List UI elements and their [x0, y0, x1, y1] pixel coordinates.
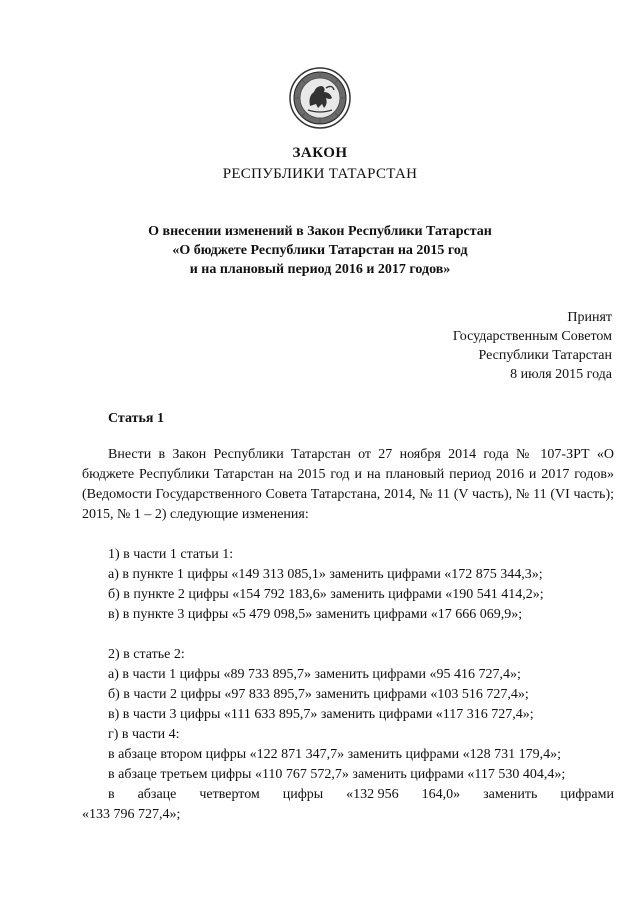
word: абзаце	[137, 787, 177, 802]
word: 164,0»	[421, 787, 461, 802]
amendment-item: в абзаце третьем цифры «110 767 572,7» заменить цифрами «117 530 404,4»;	[108, 767, 566, 782]
article-heading: Статья 1	[108, 411, 164, 426]
amendment-item: в) в части 3 цифры «111 633 895,7» заменить цифрами «117 316 727,4»;	[108, 707, 534, 722]
amendment-item: а) в части 1 цифры «89 733 895,7» заменить цифрами «95 416 727,4»;	[108, 667, 521, 682]
adoption-date: 8 июля 2015 года	[510, 367, 612, 382]
law-title: ЗАКОН	[292, 145, 348, 161]
amendment-item: в) в пункте 3 цифры «5 479 098,5» заменить цифрами «17 666 069,9»;	[108, 607, 523, 622]
section-heading: 2) в статье 2:	[108, 647, 185, 662]
amendment-item: г) в части 4:	[108, 727, 180, 742]
article-intro: Внести в Закон Республики Татарстан от 27 ноября 2014 года № 107-ЗРТ «О бюджете Республики Татарстан на 2015 год и на плановый период 2016 и 2017 годов» (Ведомости Государственного Совета Татарстана, 2014, № 11 (V часть), № 11 (VI часть); 2015, № 1 – 2) следующие изменения:	[82, 447, 614, 522]
subject-line: О внесении изменений в Закон Республики Татарстан	[148, 224, 492, 239]
amendment-item-continuation: «133 796 727,4»;	[82, 807, 181, 822]
adoption-line: Государственным Советом	[452, 329, 612, 344]
law-subject	[0, 222, 640, 279]
word: цифры	[282, 787, 324, 802]
amendment-item: а) в пункте 1 цифры «149 313 085,1» заменить цифрами «172 875 344,3»;	[108, 567, 543, 582]
word: цифрами	[560, 787, 614, 802]
coat-of-arms-emblem	[288, 66, 352, 130]
section-heading: 1) в части 1 статьи 1:	[108, 547, 234, 562]
amendment-item-justified	[82, 785, 614, 805]
amendment-section-2	[82, 645, 614, 825]
adoption-line: Принят	[567, 310, 612, 325]
subject-line: «О бюджете Республики Татарстан на 2015 год	[172, 243, 468, 258]
word: в	[108, 787, 115, 802]
word: «132 956	[346, 787, 399, 802]
word: четвертом	[199, 787, 260, 802]
republic-name: РЕСПУБЛИКИ ТАТАРСТАН	[222, 166, 418, 182]
amendment-section-1	[82, 545, 614, 625]
subject-line: и на плановый период 2016 и 2017 годов»	[189, 262, 451, 277]
amendment-item: в абзаце втором цифры «122 871 347,7» заменить цифрами «128 731 179,4»;	[108, 747, 561, 762]
article-body	[82, 445, 614, 825]
adoption-line: Республики Татарстан	[478, 348, 612, 363]
word: заменить	[483, 787, 538, 802]
adoption-block	[453, 308, 612, 384]
amendment-item: б) в части 2 цифры «97 833 895,7» заменить цифрами «103 516 727,4»;	[108, 687, 529, 702]
amendment-item: б) в пункте 2 цифры «154 792 183,6» заменить цифрами «190 541 414,2»;	[108, 587, 544, 602]
